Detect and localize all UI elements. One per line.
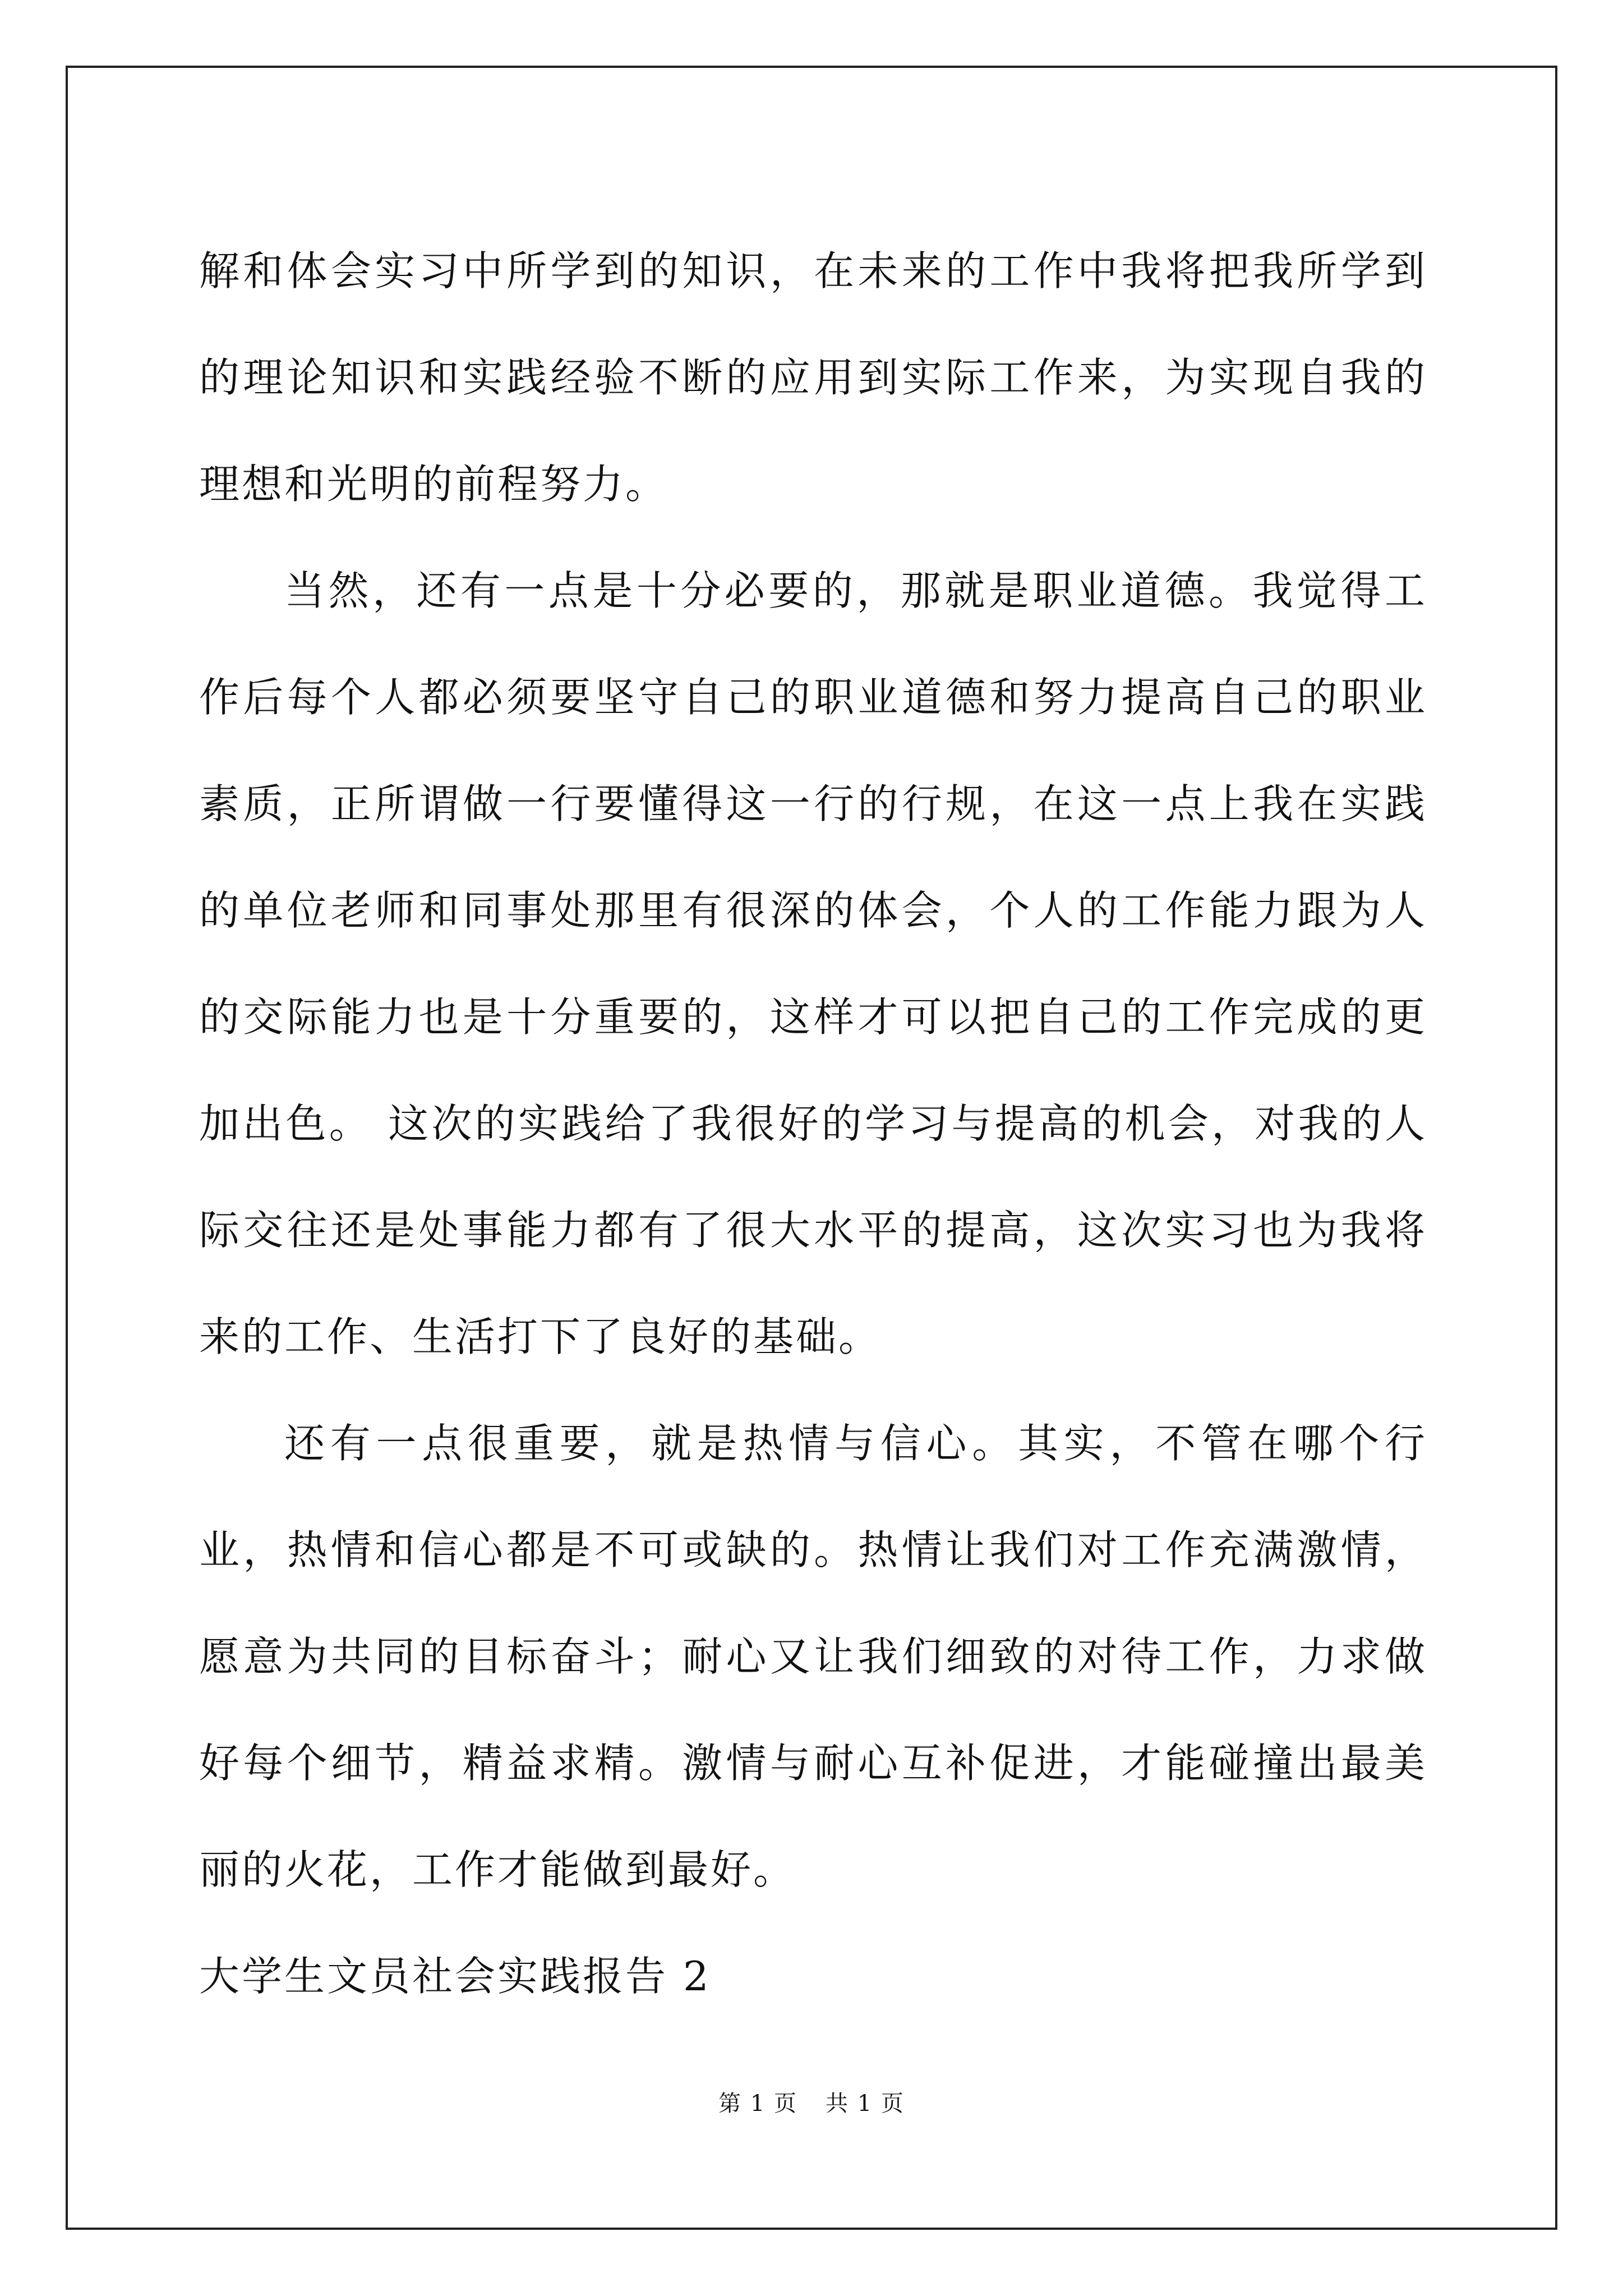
document-body — [199, 218, 1427, 2030]
page-footer — [0, 2087, 1623, 2120]
paragraph-3: 还有一点很重要，就是热情与信心。其实，不管在哪个行业，热情和信心都是不可或缺的。热情让我们对工作充满激情，愿意为共同的目标奋斗；耐心又让我们细致的对待工作，力求做好每个细节，精益求精。激情与耐心互补促进，才能碰撞出最美丽的火花，工作才能做到最好。 — [199, 1420, 1427, 1893]
section-title: 大学生文员社会实践报告 2 — [199, 1953, 711, 2000]
paragraph-2: 当然，还有一点是十分必要的，那就是职业道德。我觉得工作后每个人都必须要坚守自己的职业道德和努力提高自己的职业素质，正所谓做一行要懂得这一行的行规，在这一点上我在实践的单位老师和同事处那里有很深的体会，个人的工作能力跟为人的交际能力也是十分重要的，这样才可以把自己的工作完成的更加出色。 这次的实践给了我很好的学习与提高的机会，对我的人际交往还是处事能力都有了很大水平的提高，这次实习也为我将来的工作、生活打下了良好的基础。 — [199, 567, 1427, 1360]
page-number-current: 第 1 页 — [718, 2091, 797, 2116]
paragraph-1: 解和体会实习中所学到的知识，在未来的工作中我将把我所学到的理论知识和实践经验不断的应用到实际工作来，为实现自我的理想和光明的前程努力。 — [199, 247, 1427, 508]
page-number-total: 共 1 页 — [826, 2091, 905, 2116]
